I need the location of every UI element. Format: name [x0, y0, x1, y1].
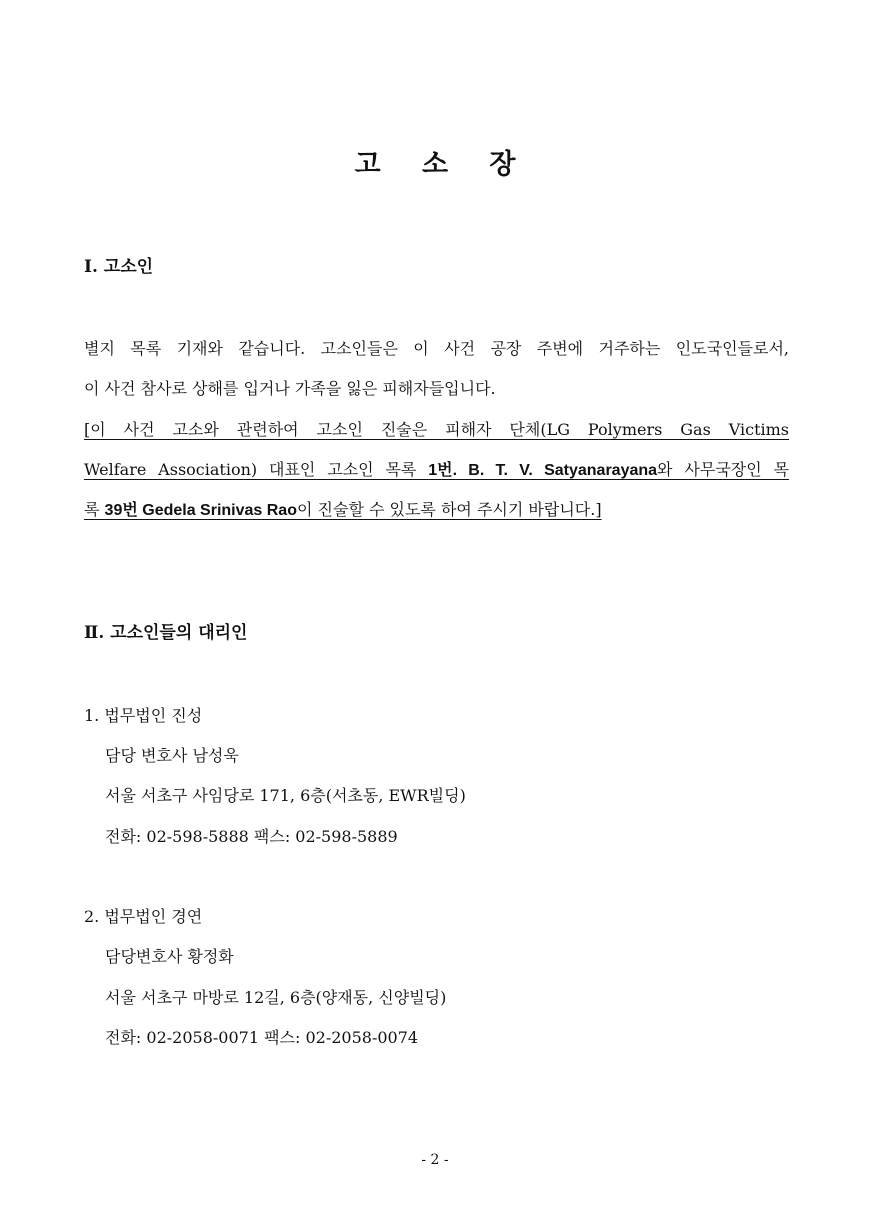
note-line-1: [이 사건 고소와 관련하여 고소인 진술은 피해자 단체(LG Polymers Gas Victims [84, 420, 789, 439]
complainants-text-line-1: 별지 목록 기재와 같습니다. 고소인들은 이 사건 공장 주변에 거주하는 인도국인들로서, [84, 339, 789, 358]
note-line-3 [84, 497, 789, 520]
note-line-3-text-c: 이 진술할 수 있도록 하여 주시기 바랍니다.] [296, 500, 602, 519]
note-line-2 [84, 457, 789, 480]
firm-2-contact: 전화: 02-2058-0071 팩스: 02-2058-0074 [105, 1028, 419, 1047]
firm-2-address: 서울 서초구 마방로 12길, 6층(양재동, 신양빌딩) [105, 988, 447, 1007]
section-heading-complainants: Ⅰ. 고소인 [84, 257, 154, 277]
note-line-3-text-a: 록 [84, 500, 105, 519]
section-heading-attorneys: Ⅱ. 고소인들의 대리인 [84, 623, 248, 643]
representative-name: 1번. B. T. V. Satyanarayana [428, 462, 658, 479]
complainants-text-line-2: 이 사건 참사로 상해를 입거나 가족을 잃은 피해자들입니다. [84, 379, 496, 398]
document-title: 고 소 장 [354, 149, 532, 180]
note-line-2-text-a: Welfare Association) 대표인 고소인 목록 [84, 460, 429, 479]
firm-2-name: 2. 법무법인 경연 [84, 907, 203, 926]
firm-1-address: 서울 서초구 사임당로 171, 6층(서초동, EWR빌딩) [105, 786, 466, 805]
firm-1-name: 1. 법무법인 진성 [84, 706, 203, 725]
secretary-name: 39번 Gedela Srinivas Rao [104, 502, 297, 519]
note-line-2-text-c: 와 사무국장인 목 [657, 460, 789, 479]
firm-1-lawyer: 담당 변호사 남성욱 [105, 746, 239, 765]
firm-1-contact: 전화: 02-598-5888 팩스: 02-598-5889 [105, 827, 398, 846]
page-number: - 2 - [421, 1152, 449, 1168]
firm-2-lawyer: 담당변호사 황정화 [105, 947, 234, 966]
